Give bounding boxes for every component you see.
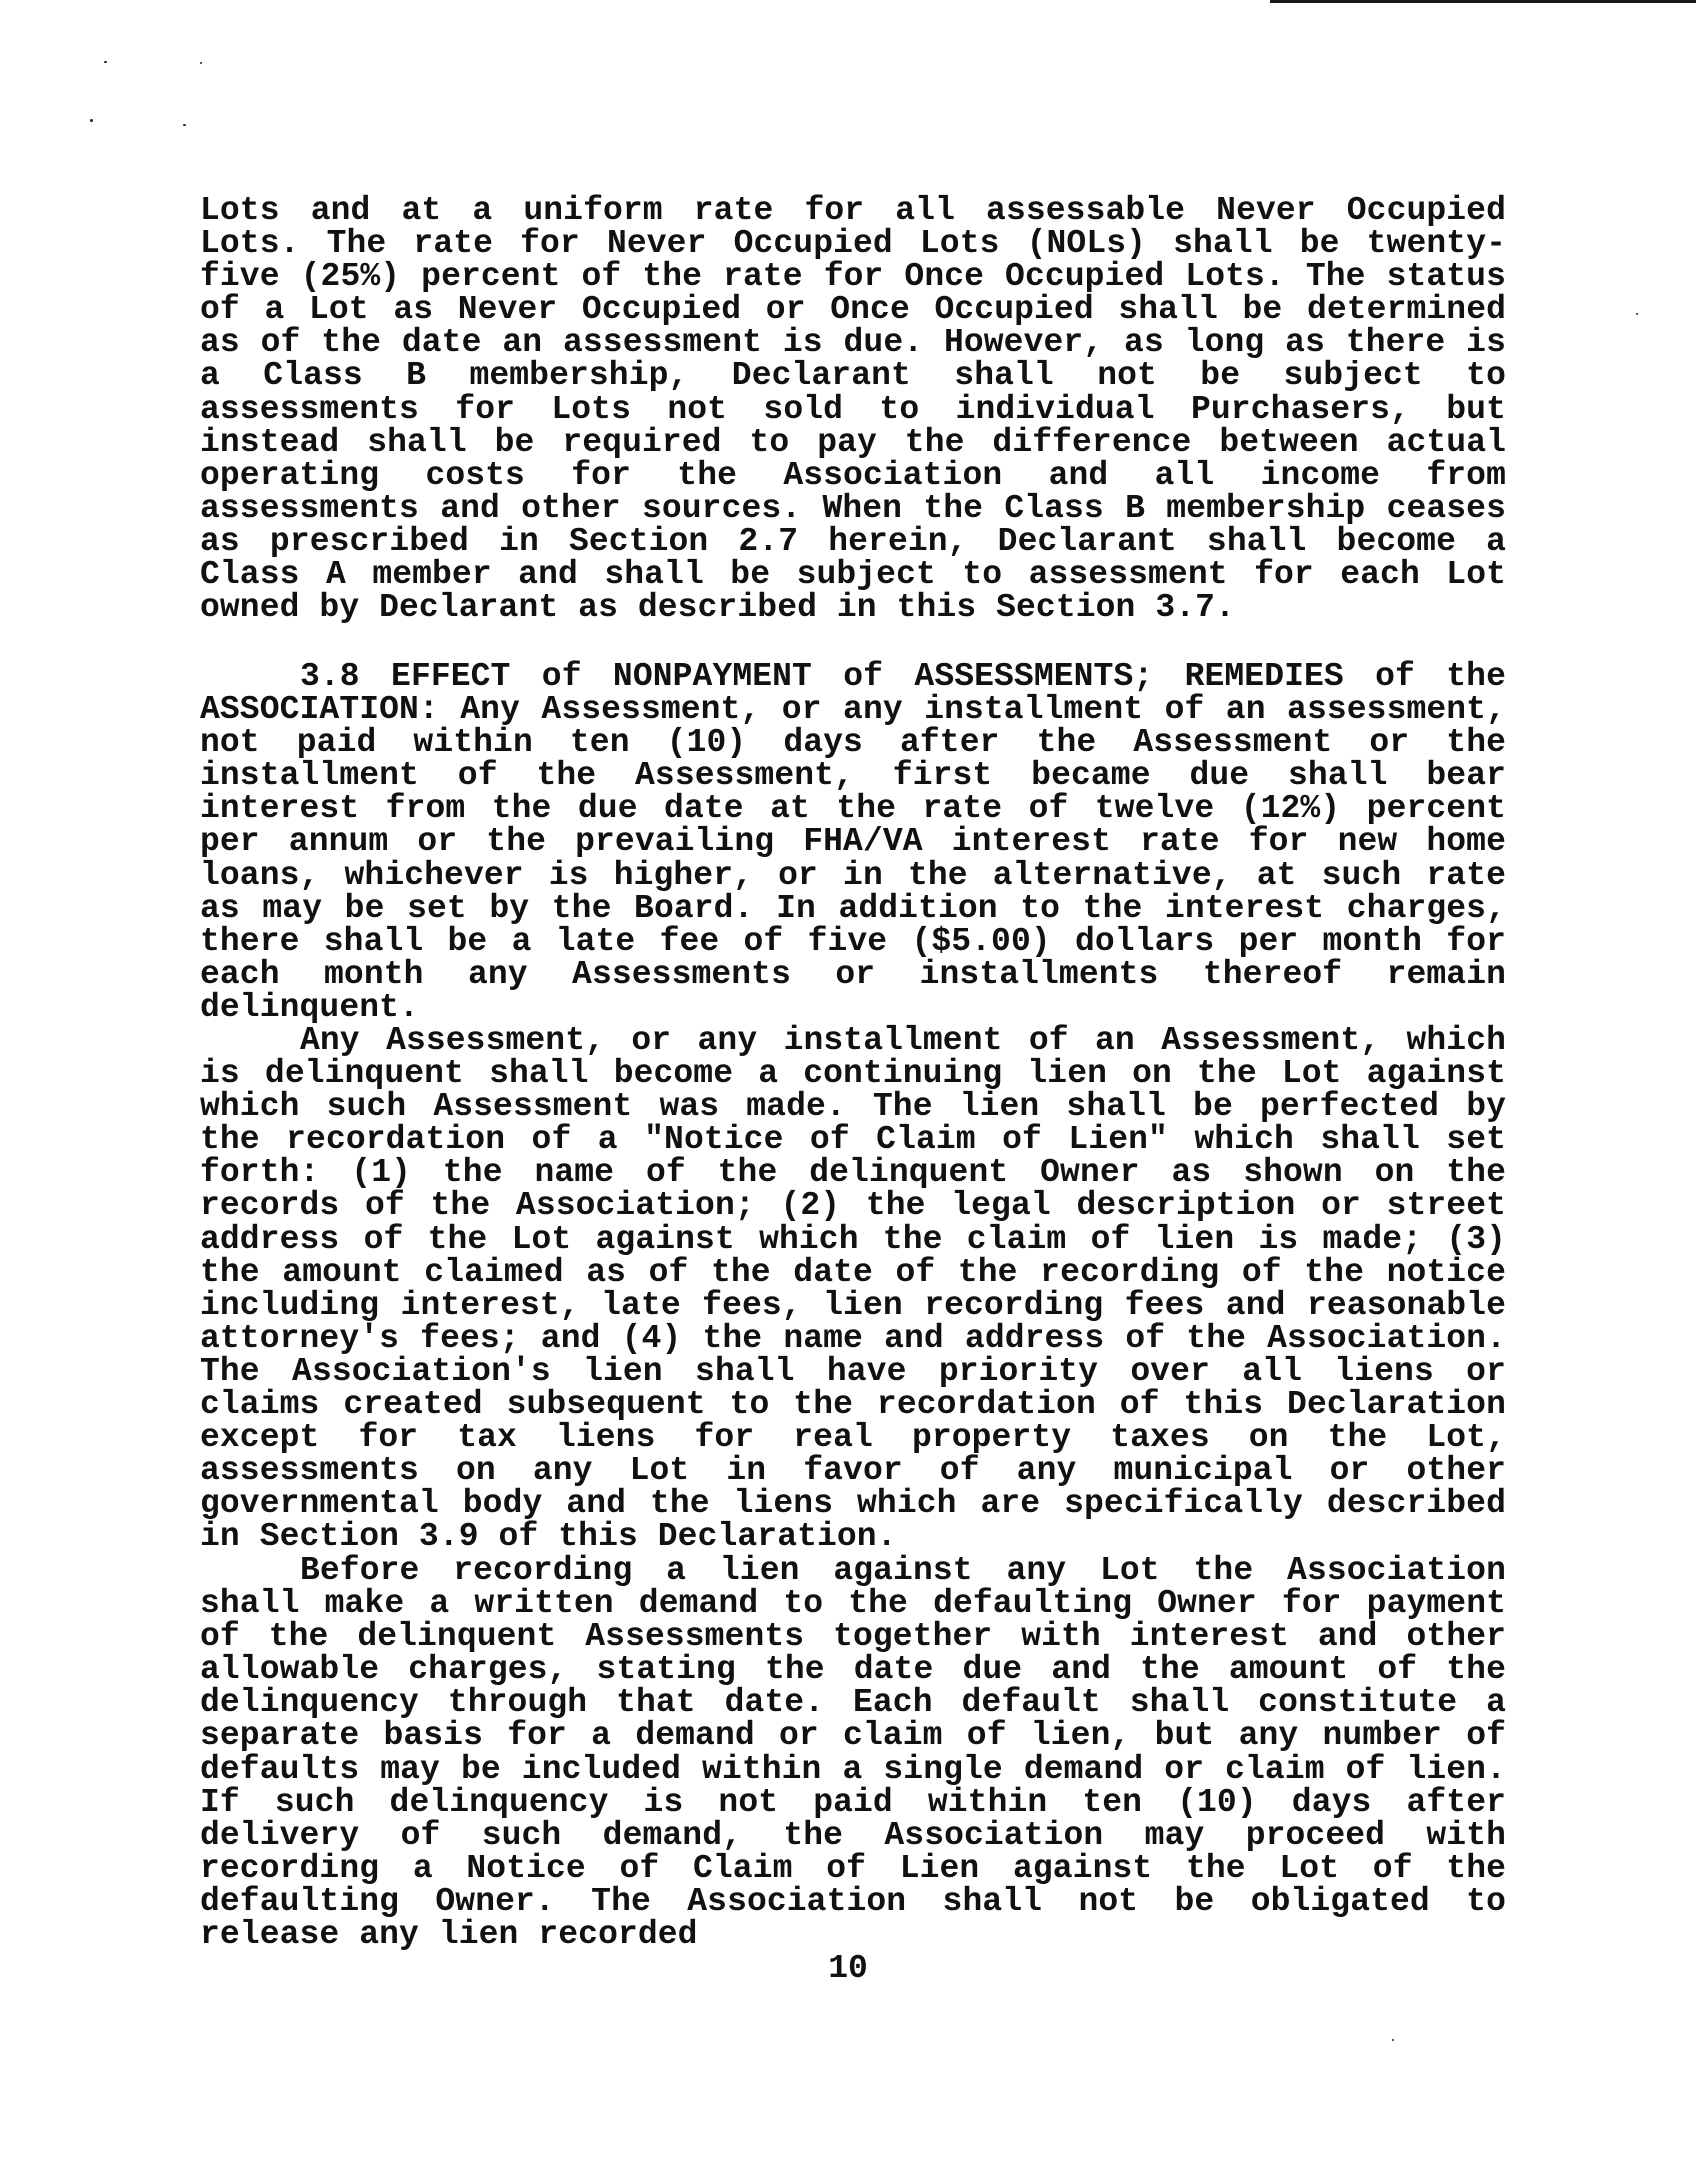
top-edge-rule — [1270, 0, 1696, 3]
scan-speck — [183, 124, 186, 126]
paragraph-assessment-rates — [200, 192, 1506, 627]
scan-speck — [104, 61, 107, 63]
page-number: 10 — [828, 1950, 868, 1987]
scan-speck — [90, 119, 93, 122]
paragraph-text: Before recording a lien against any Lot the Association shall make a written demand to the defaulting Owner for payment of the delinquent Assessments together with interest and other allowable charges, stating the date due and the amount of the delinquency through that date. Each default shall constitute a separate basis for a demand or claim of lien, but any number of defaults may be included within a single demand or claim of lien. If such delinquency is not paid within ten (10) days after delivery of such demand, the Association may proceed with recording a Notice of Claim of Lien against the Lot of the defaulting Owner. The Association shall not be obligated to release any lien recorded — [200, 1552, 1506, 1954]
paragraph-continuing-lien — [200, 1024, 1506, 1554]
paragraph-written-demand — [200, 1552, 1506, 1954]
paragraph-text: Lots and at a uniform rate for all assessable Never Occupied Lots. The rate for Never Occupied Lots (NOLs) shall be twenty-five (25%) percent of the rate for Once Occupied Lots. The status of a Lot as Never Occupied or Once Occupied shall be determined as of the date an assessment is due. However, as long as there is a Class B membership, Declarant shall not be subject to assessments for Lots not sold to individual Purchasers, but instead shall be required to pay the difference between actual operating costs for the Association and all income from assessments and other sources. When the Class B membership ceases as prescribed in Section 2.7 herein, Declarant shall become a Class A member and shall be subject to assessment for each Lot owned by Declarant as described in this Section 3.7. — [200, 192, 1506, 627]
scan-speck — [1636, 313, 1638, 315]
paragraph-text: Any Assessment, or any installment of an Assessment, which is delinquent shall become a continuing lien on the Lot against which such Assessment was made. The lien shall be perfected by the recordation of a "Notice of Claim of Lien" which shall set forth: (1) the name of the delinquent Owner as shown on the records of the Association; (2) the legal description or street address of the Lot against which the claim of lien is made; (3) the amount claimed as of the date of the recording of the notice including interest, late fees, lien recording fees and reasonable attorney's fees; and (4) the name and address of the Association. The Association's lien shall have priority over all liens or claims created subsequent to the recordation of this Declaration except for tax liens for real property taxes on the Lot, assessments on any Lot in favor of any municipal or other governmental body and the liens which are specifically described in Section 3.9 of this Declaration. — [200, 1022, 1506, 1556]
scan-speck — [1392, 2039, 1394, 2041]
paragraph-section-3-8 — [200, 660, 1506, 1024]
scan-speck — [200, 62, 202, 64]
paragraph-text: 3.8 EFFECT of NONPAYMENT of ASSESSMENTS; REMEDIES of the ASSOCIATION: Any Assessment, or any installment of an assessment, not paid within ten (10) days after the Assessment or the installment of the Assessment, first became due shall bear interest from the due date at the rate of twelve (12%) percent per annum or the prevailing FHA/VA interest rate for new home loans, whichever is higher, or in the alternative, at such rate as may be set by the Board. In addition to the interest charges, there shall be a late fee of five ($5.00) dollars per month for each month any Assessments or installments thereof remain delinquent. — [200, 658, 1506, 1026]
